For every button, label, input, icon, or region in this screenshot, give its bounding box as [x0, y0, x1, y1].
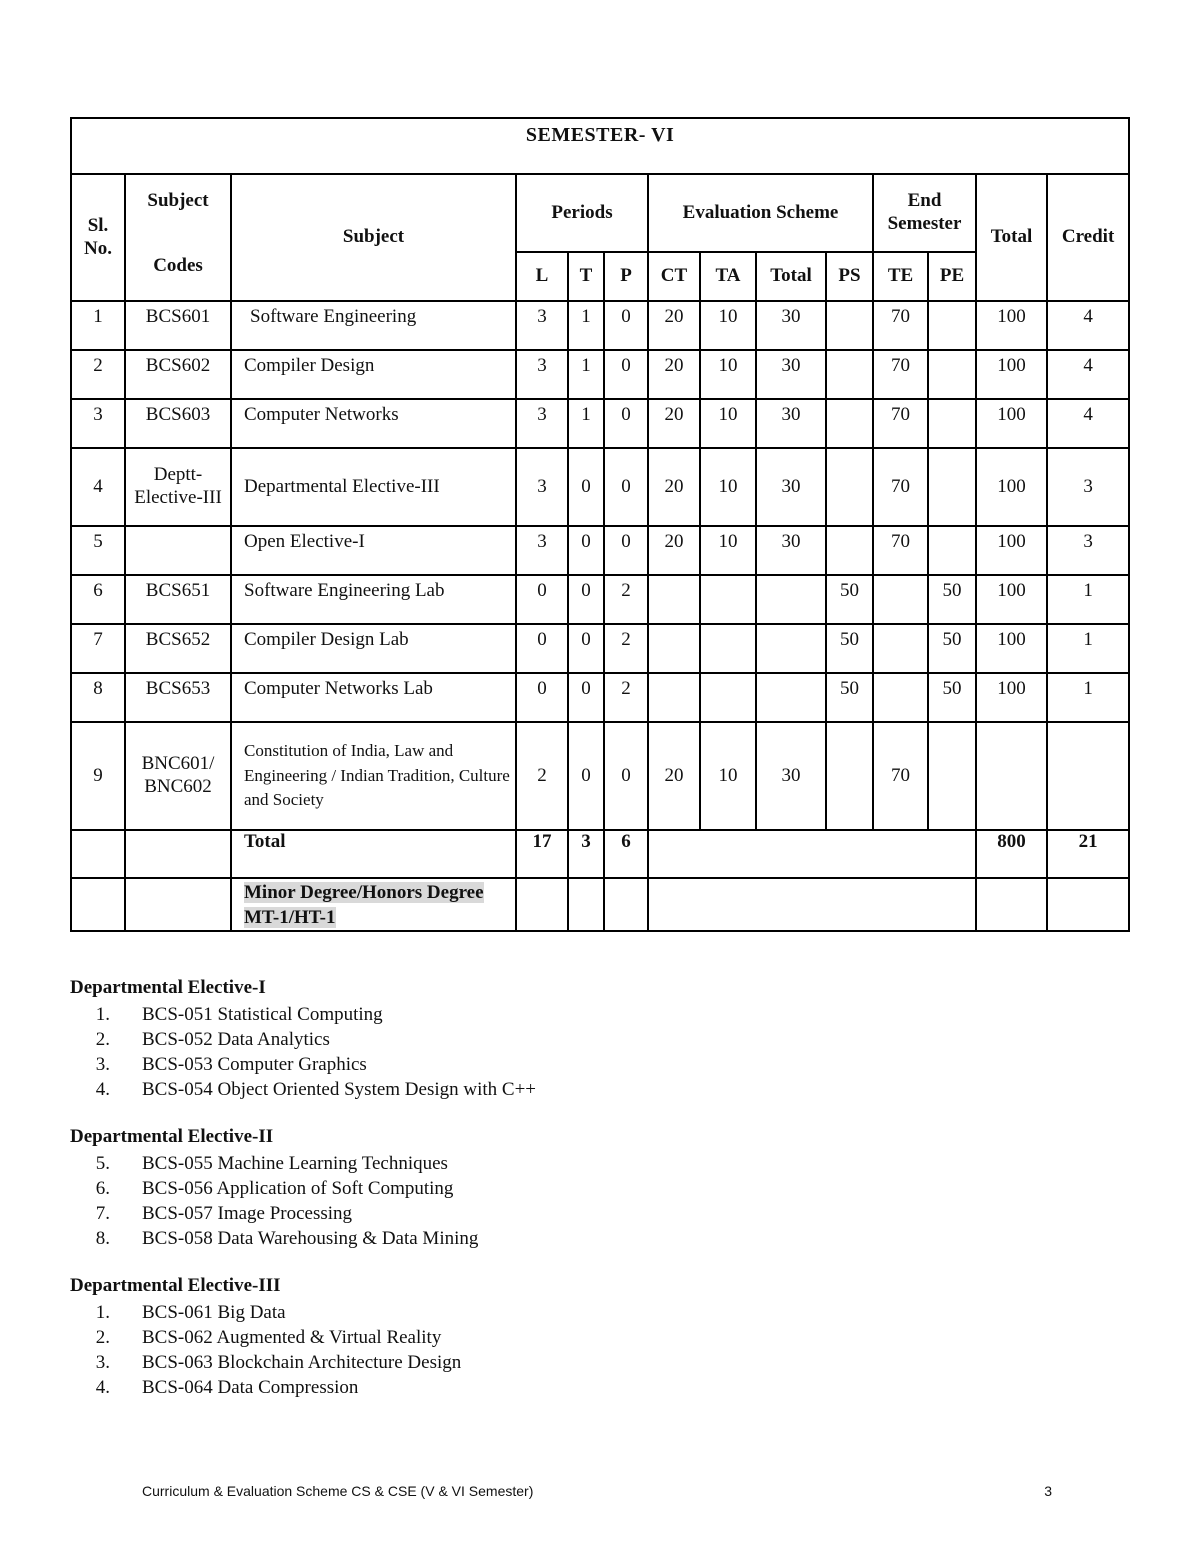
subheader-ps: PS — [826, 252, 873, 301]
cell-ps — [826, 399, 873, 448]
cell-credit: 4 — [1047, 399, 1129, 448]
cell-t: 0 — [568, 575, 604, 624]
header-subject-codes-bottom: Codes — [153, 254, 203, 276]
cell-t: 1 — [568, 301, 604, 350]
cell-ta: 10 — [700, 722, 756, 830]
cell-evtotal — [756, 624, 826, 673]
cell-pe: 50 — [928, 575, 976, 624]
cell-evtotal: 30 — [756, 526, 826, 575]
cell-total: 100 — [976, 624, 1047, 673]
cell-total — [976, 722, 1047, 830]
cell-pe: 50 — [928, 673, 976, 722]
cell-total: 100 — [976, 350, 1047, 399]
cell-ct: 20 — [648, 448, 700, 526]
electives-section — [70, 975, 536, 1422]
cell-subject: Open Elective-I — [231, 526, 516, 575]
cell-credit: 1 — [1047, 575, 1129, 624]
cell-ta: 10 — [700, 448, 756, 526]
header-subject-codes-top: Subject — [147, 189, 209, 211]
cell-t: 1 — [568, 399, 604, 448]
list-item-number: 5. — [95, 1153, 110, 1174]
list-item-number: 3. — [95, 1054, 110, 1075]
subheader-l: L — [516, 252, 568, 301]
cell-pe — [928, 448, 976, 526]
cell-ps — [826, 722, 873, 830]
list-item-text: BCS-063 Blockchain Architecture Design — [142, 1352, 462, 1373]
cell-subject: Departmental Elective-III — [231, 448, 516, 526]
cell-credit: 4 — [1047, 301, 1129, 350]
list-item — [70, 1027, 536, 1052]
cell-ta: 10 — [700, 350, 756, 399]
minor-row-t — [568, 878, 604, 931]
cell-ta — [700, 575, 756, 624]
cell-l: 0 — [516, 624, 568, 673]
table-row — [71, 350, 1129, 399]
list-item-number: 1. — [95, 1302, 110, 1323]
footer-text: Curriculum & Evaluation Scheme CS & CSE (V & VI Semester) — [142, 1483, 534, 1499]
table-row — [71, 526, 1129, 575]
cell-sl: 4 — [71, 448, 125, 526]
cell-code — [125, 526, 231, 575]
cell-total: 100 — [976, 673, 1047, 722]
list-item-number: 7. — [95, 1203, 110, 1224]
total-row-total: 800 — [976, 830, 1047, 878]
list-item-text: BCS-057 Image Processing — [142, 1203, 353, 1224]
table-row — [71, 624, 1129, 673]
cell-ct — [648, 624, 700, 673]
cell-p: 2 — [604, 624, 648, 673]
cell-t: 0 — [568, 526, 604, 575]
cell-ta: 10 — [700, 526, 756, 575]
header-periods: Periods — [516, 174, 648, 252]
subheader-te: TE — [873, 252, 928, 301]
list-item-text: BCS-062 Augmented & Virtual Reality — [142, 1327, 442, 1348]
cell-l: 3 — [516, 301, 568, 350]
cell-code: BCS602 — [125, 350, 231, 399]
list-item — [70, 1077, 536, 1102]
cell-code: BNC601/ BNC602 — [125, 722, 231, 830]
cell-ct: 20 — [648, 350, 700, 399]
table-row — [71, 399, 1129, 448]
table-row — [71, 448, 1129, 526]
minor-row-l — [516, 878, 568, 931]
cell-ps: 50 — [826, 575, 873, 624]
cell-ps — [826, 301, 873, 350]
list-item-number: 2. — [95, 1029, 110, 1050]
cell-evtotal: 30 — [756, 448, 826, 526]
cell-l: 0 — [516, 673, 568, 722]
elective-group-title: Departmental Elective-III — [70, 1275, 281, 1296]
minor-row-label-cell — [231, 878, 516, 931]
cell-evtotal — [756, 575, 826, 624]
list-item-text: BCS-061 Big Data — [142, 1302, 286, 1323]
cell-p: 0 — [604, 448, 648, 526]
cell-ct: 20 — [648, 526, 700, 575]
elective-list — [70, 1300, 536, 1400]
minor-row-code — [125, 878, 231, 931]
cell-code: BCS603 — [125, 399, 231, 448]
cell-p: 0 — [604, 350, 648, 399]
list-item-number: 2. — [95, 1327, 110, 1348]
table-title: SEMESTER- VI — [71, 118, 1129, 174]
list-item-text: BCS-064 Data Compression — [142, 1377, 359, 1398]
cell-ps — [826, 448, 873, 526]
header-sl-no: Sl. No. — [71, 174, 125, 301]
cell-subject: Software Engineering — [231, 301, 516, 350]
cell-te — [873, 673, 928, 722]
minor-row-sl — [71, 878, 125, 931]
cell-subject: Compiler Design Lab — [231, 624, 516, 673]
cell-ct — [648, 673, 700, 722]
cell-ta: 10 — [700, 301, 756, 350]
list-item-number: 4. — [95, 1079, 110, 1100]
total-row-blank — [648, 830, 976, 878]
minor-row-total — [976, 878, 1047, 931]
header-subject: Subject — [231, 174, 516, 301]
header-subject-codes — [125, 174, 231, 301]
list-item — [70, 1052, 536, 1077]
cell-ps — [826, 350, 873, 399]
elective-group — [70, 1124, 536, 1251]
cell-sl: 5 — [71, 526, 125, 575]
cell-total: 100 — [976, 575, 1047, 624]
table-row — [71, 673, 1129, 722]
cell-total: 100 — [976, 448, 1047, 526]
cell-subject: Computer Networks Lab — [231, 673, 516, 722]
list-item-number: 1. — [95, 1004, 110, 1025]
page-number: 3 — [1044, 1483, 1052, 1499]
cell-credit: 3 — [1047, 526, 1129, 575]
cell-subject: Software Engineering Lab — [231, 575, 516, 624]
cell-code: BCS653 — [125, 673, 231, 722]
list-item-text: BCS-058 Data Warehousing & Data Mining — [142, 1228, 479, 1249]
cell-l: 3 — [516, 526, 568, 575]
list-item — [70, 1201, 536, 1226]
cell-te — [873, 575, 928, 624]
list-item-text: BCS-056 Application of Soft Computing — [142, 1178, 454, 1199]
cell-pe — [928, 399, 976, 448]
cell-ta — [700, 624, 756, 673]
header-end-semester: End Semester — [873, 174, 976, 252]
cell-pe: 50 — [928, 624, 976, 673]
total-row-code — [125, 830, 231, 878]
list-item-text: BCS-052 Data Analytics — [142, 1029, 330, 1050]
cell-te: 70 — [873, 448, 928, 526]
cell-subject: Constitution of India, Law and Engineering / Indian Tradition, Culture and Society — [231, 722, 516, 830]
cell-l: 3 — [516, 350, 568, 399]
cell-t: 0 — [568, 673, 604, 722]
list-item-text: BCS-053 Computer Graphics — [142, 1054, 367, 1075]
cell-ct: 20 — [648, 399, 700, 448]
cell-ct: 20 — [648, 301, 700, 350]
total-row-label: Total — [231, 830, 516, 878]
cell-credit: 4 — [1047, 350, 1129, 399]
cell-evtotal — [756, 673, 826, 722]
semester-table — [70, 117, 1130, 932]
cell-total: 100 — [976, 526, 1047, 575]
minor-row-label: Minor Degree/Honors Degree MT-1/HT-1 — [244, 882, 484, 928]
cell-t: 0 — [568, 448, 604, 526]
list-item — [70, 1226, 536, 1251]
minor-row-p — [604, 878, 648, 931]
total-row-l: 17 — [516, 830, 568, 878]
cell-ps: 50 — [826, 673, 873, 722]
elective-group — [70, 975, 536, 1102]
minor-row-blank — [648, 878, 976, 931]
elective-list — [70, 1002, 536, 1102]
cell-p: 0 — [604, 301, 648, 350]
cell-te: 70 — [873, 399, 928, 448]
cell-subject: Computer Networks — [231, 399, 516, 448]
elective-list — [70, 1151, 536, 1251]
table-row — [71, 575, 1129, 624]
cell-code: BCS652 — [125, 624, 231, 673]
elective-group-title: Departmental Elective-II — [70, 1126, 274, 1147]
cell-p: 2 — [604, 575, 648, 624]
cell-p: 0 — [604, 526, 648, 575]
header-credit: Credit — [1047, 174, 1129, 301]
cell-t: 0 — [568, 722, 604, 830]
cell-ps — [826, 526, 873, 575]
cell-subject: Compiler Design — [231, 350, 516, 399]
elective-group-title: Departmental Elective-I — [70, 977, 266, 998]
cell-ps: 50 — [826, 624, 873, 673]
cell-evtotal: 30 — [756, 722, 826, 830]
subheader-pe: PE — [928, 252, 976, 301]
cell-total: 100 — [976, 399, 1047, 448]
subheader-p: P — [604, 252, 648, 301]
total-row-credit: 21 — [1047, 830, 1129, 878]
cell-te: 70 — [873, 350, 928, 399]
cell-credit: 1 — [1047, 673, 1129, 722]
cell-sl: 7 — [71, 624, 125, 673]
list-item — [70, 1176, 536, 1201]
page-footer — [142, 1483, 1052, 1499]
cell-total: 100 — [976, 301, 1047, 350]
cell-te: 70 — [873, 526, 928, 575]
cell-t: 1 — [568, 350, 604, 399]
cell-sl: 9 — [71, 722, 125, 830]
cell-pe — [928, 722, 976, 830]
cell-te: 70 — [873, 301, 928, 350]
subheader-ta: TA — [700, 252, 756, 301]
list-item-number: 4. — [95, 1377, 110, 1398]
cell-te — [873, 624, 928, 673]
cell-evtotal: 30 — [756, 350, 826, 399]
header-evaluation-scheme: Evaluation Scheme — [648, 174, 873, 252]
header-total: Total — [976, 174, 1047, 301]
cell-ct: 20 — [648, 722, 700, 830]
cell-pe — [928, 350, 976, 399]
cell-sl: 6 — [71, 575, 125, 624]
subheader-ct: CT — [648, 252, 700, 301]
table-row — [71, 722, 1129, 830]
cell-evtotal: 30 — [756, 399, 826, 448]
list-item — [70, 1300, 536, 1325]
cell-te: 70 — [873, 722, 928, 830]
cell-pe — [928, 301, 976, 350]
total-row-t: 3 — [568, 830, 604, 878]
cell-code: BCS651 — [125, 575, 231, 624]
cell-pe — [928, 526, 976, 575]
cell-l: 0 — [516, 575, 568, 624]
cell-sl: 1 — [71, 301, 125, 350]
list-item-text: BCS-055 Machine Learning Techniques — [142, 1153, 448, 1174]
cell-sl: 8 — [71, 673, 125, 722]
list-item — [70, 1375, 536, 1400]
cell-p: 0 — [604, 399, 648, 448]
cell-evtotal: 30 — [756, 301, 826, 350]
cell-l: 2 — [516, 722, 568, 830]
list-item — [70, 1151, 536, 1176]
list-item-number: 6. — [95, 1178, 110, 1199]
list-item — [70, 1002, 536, 1027]
cell-ta: 10 — [700, 399, 756, 448]
minor-row-credit — [1047, 878, 1129, 931]
cell-p: 2 — [604, 673, 648, 722]
list-item-text: BCS-054 Object Oriented System Design with C++ — [142, 1079, 537, 1100]
cell-l: 3 — [516, 399, 568, 448]
cell-code: BCS601 — [125, 301, 231, 350]
list-item — [70, 1325, 536, 1350]
cell-p: 0 — [604, 722, 648, 830]
total-row-p: 6 — [604, 830, 648, 878]
cell-ta — [700, 673, 756, 722]
cell-ct — [648, 575, 700, 624]
total-row-sl — [71, 830, 125, 878]
subheader-eval-total: Total — [756, 252, 826, 301]
cell-code: Deptt-Elective-III — [125, 448, 231, 526]
subheader-t: T — [568, 252, 604, 301]
cell-sl: 3 — [71, 399, 125, 448]
cell-credit — [1047, 722, 1129, 830]
cell-l: 3 — [516, 448, 568, 526]
list-item — [70, 1350, 536, 1375]
list-item-text: BCS-051 Statistical Computing — [142, 1004, 383, 1025]
cell-sl: 2 — [71, 350, 125, 399]
cell-credit: 1 — [1047, 624, 1129, 673]
list-item-number: 3. — [95, 1352, 110, 1373]
elective-group — [70, 1273, 536, 1400]
cell-credit: 3 — [1047, 448, 1129, 526]
list-item-number: 8. — [95, 1228, 110, 1249]
table-row — [71, 301, 1129, 350]
cell-t: 0 — [568, 624, 604, 673]
